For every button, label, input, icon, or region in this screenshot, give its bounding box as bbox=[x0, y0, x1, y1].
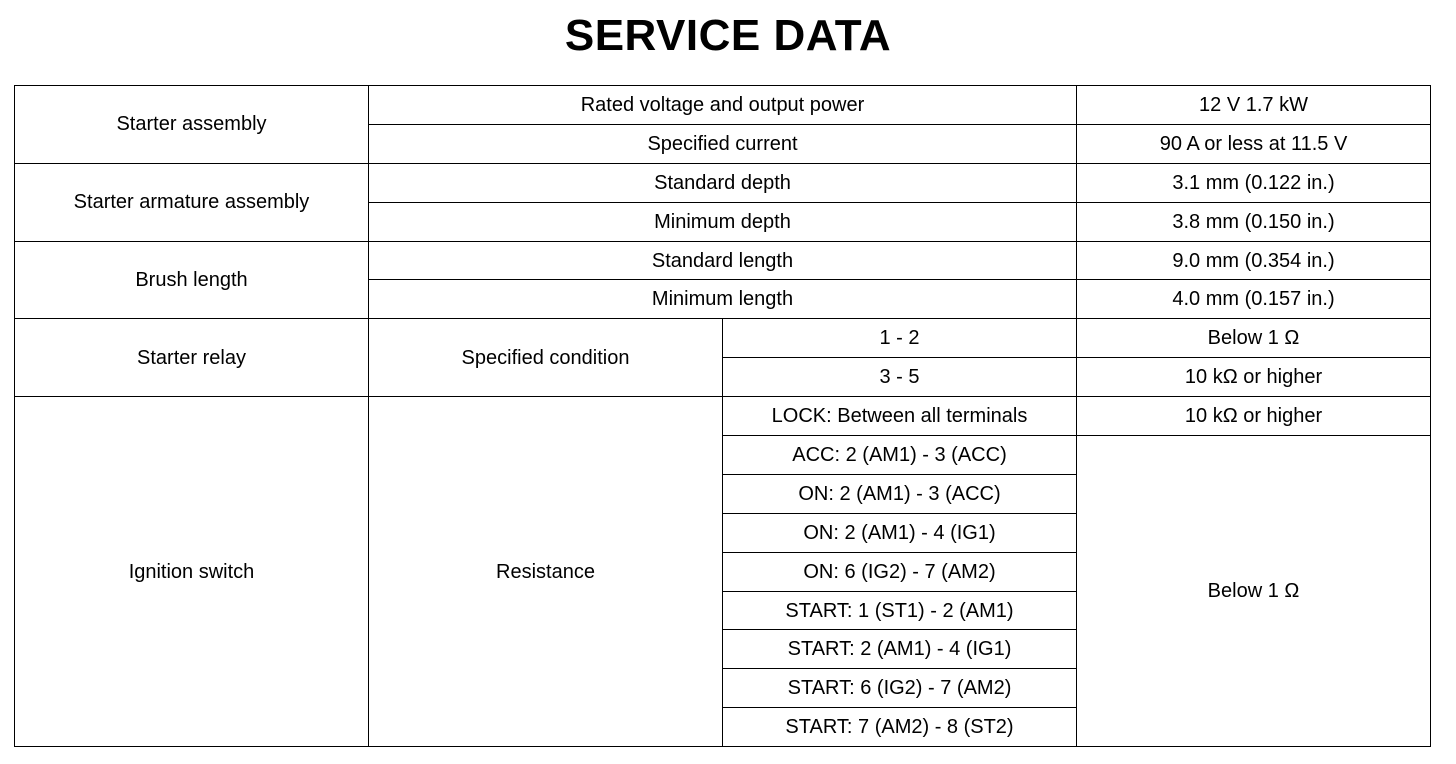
relay-terminal: 3 - 5 bbox=[723, 358, 1077, 397]
standard-length-item: Standard length bbox=[369, 241, 1077, 280]
minimum-depth-item: Minimum depth bbox=[369, 202, 1077, 241]
table-row bbox=[15, 86, 1431, 125]
standard-depth-value: 3.1 mm (0.122 in.) bbox=[1077, 163, 1431, 202]
table-row bbox=[15, 319, 1431, 358]
ignition-lock-value: 10 kΩ or higher bbox=[1077, 397, 1431, 436]
rated-voltage-value: 12 V 1.7 kW bbox=[1077, 86, 1431, 125]
starter-relay-label: Starter relay bbox=[15, 319, 369, 397]
specified-current-value: 90 A or less at 11.5 V bbox=[1077, 124, 1431, 163]
relay-terminal: 1 - 2 bbox=[723, 319, 1077, 358]
relay-value: Below 1 Ω bbox=[1077, 319, 1431, 358]
minimum-length-item: Minimum length bbox=[369, 280, 1077, 319]
table-row bbox=[15, 397, 1431, 436]
relay-value: 10 kΩ or higher bbox=[1077, 358, 1431, 397]
ignition-terminal: START: 1 (ST1) - 2 (AM1) bbox=[723, 591, 1077, 630]
table-row bbox=[15, 241, 1431, 280]
ignition-terminal: ON: 6 (IG2) - 7 (AM2) bbox=[723, 552, 1077, 591]
rated-voltage-item: Rated voltage and output power bbox=[369, 86, 1077, 125]
ignition-terminal: ACC: 2 (AM1) - 3 (ACC) bbox=[723, 436, 1077, 475]
ignition-condition: Resistance bbox=[369, 397, 723, 747]
brush-length-label: Brush length bbox=[15, 241, 369, 319]
ignition-terminal: START: 6 (IG2) - 7 (AM2) bbox=[723, 669, 1077, 708]
ignition-terminal: ON: 2 (AM1) - 3 (ACC) bbox=[723, 474, 1077, 513]
ignition-switch-label: Ignition switch bbox=[15, 397, 369, 747]
ignition-shared-value: Below 1 Ω bbox=[1077, 436, 1431, 747]
ignition-lock-terminal: LOCK: Between all terminals bbox=[723, 397, 1077, 436]
ignition-terminal: START: 7 (AM2) - 8 (ST2) bbox=[723, 708, 1077, 747]
starter-assembly-label: Starter assembly bbox=[15, 86, 369, 164]
minimum-depth-value: 3.8 mm (0.150 in.) bbox=[1077, 202, 1431, 241]
ignition-terminal: START: 2 (AM1) - 4 (IG1) bbox=[723, 630, 1077, 669]
specified-current-item: Specified current bbox=[369, 124, 1077, 163]
standard-length-value: 9.0 mm (0.354 in.) bbox=[1077, 241, 1431, 280]
ignition-terminal: ON: 2 (AM1) - 4 (IG1) bbox=[723, 513, 1077, 552]
minimum-length-value: 4.0 mm (0.157 in.) bbox=[1077, 280, 1431, 319]
standard-depth-item: Standard depth bbox=[369, 163, 1077, 202]
armature-label: Starter armature assembly bbox=[15, 163, 369, 241]
service-data-table bbox=[14, 85, 1431, 747]
page-title: SERVICE DATA bbox=[564, 11, 892, 60]
table-row bbox=[15, 163, 1431, 202]
relay-condition: Specified condition bbox=[369, 319, 723, 397]
